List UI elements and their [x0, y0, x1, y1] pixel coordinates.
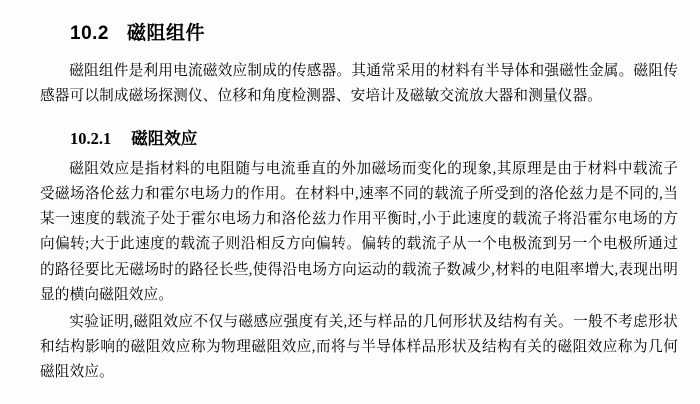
section-title: 磁阻组件: [126, 23, 205, 44]
section-heading: [70, 18, 678, 45]
paragraph-1: 磁阻效应是指材料的电阻随与电流垂直的外加磁场而变化的现象,其原理是由于材料中载流子受磁场洛伦兹力和霍尔电场力的作用。在材料中,速率不同的载流子所受到的洛伦兹力是不同的,当某一速度的载流子处于霍尔电场力和洛伦兹力作用平衡时,小于此速度的载流子将沿霍尔电场的方向偏转;大于此速度的载流子则沿相反方向偏转。偏转的载流子从一个电极流到另一个电极所通过的路径要比无磁场时的路径长些,使得沿电场方向运动的载流子数减少,材料的电阻率增大,表现出明显的横向磁阻效应。: [40, 161, 678, 303]
section-number: 10.2: [70, 23, 109, 44]
body-block: [40, 157, 678, 385]
subsection-heading: [70, 125, 678, 149]
subsection-number: 10.2.1: [70, 129, 112, 149]
subsection-title: 磁阻效应: [131, 129, 198, 149]
paragraph-2: 实验证明,磁阻效应不仅与磁感应强度有关,还与样品的几何形状及结构有关。一般不考虑形状和结构影响的磁阻效应称为物理磁阻效应,而将与半导体样品形状及结构有关的磁阻效应称为几何磁阻效应。: [40, 313, 678, 380]
intro-block: [40, 59, 678, 109]
intro-paragraph: 磁阻组件是利用电流磁效应制成的传感器。其通常采用的材料有半导体和强磁性金属。磁阻传感器可以制成磁场探测仪、位移和角度检测器、安培计及磁敏交流放大器和测量仪器。: [40, 63, 678, 105]
